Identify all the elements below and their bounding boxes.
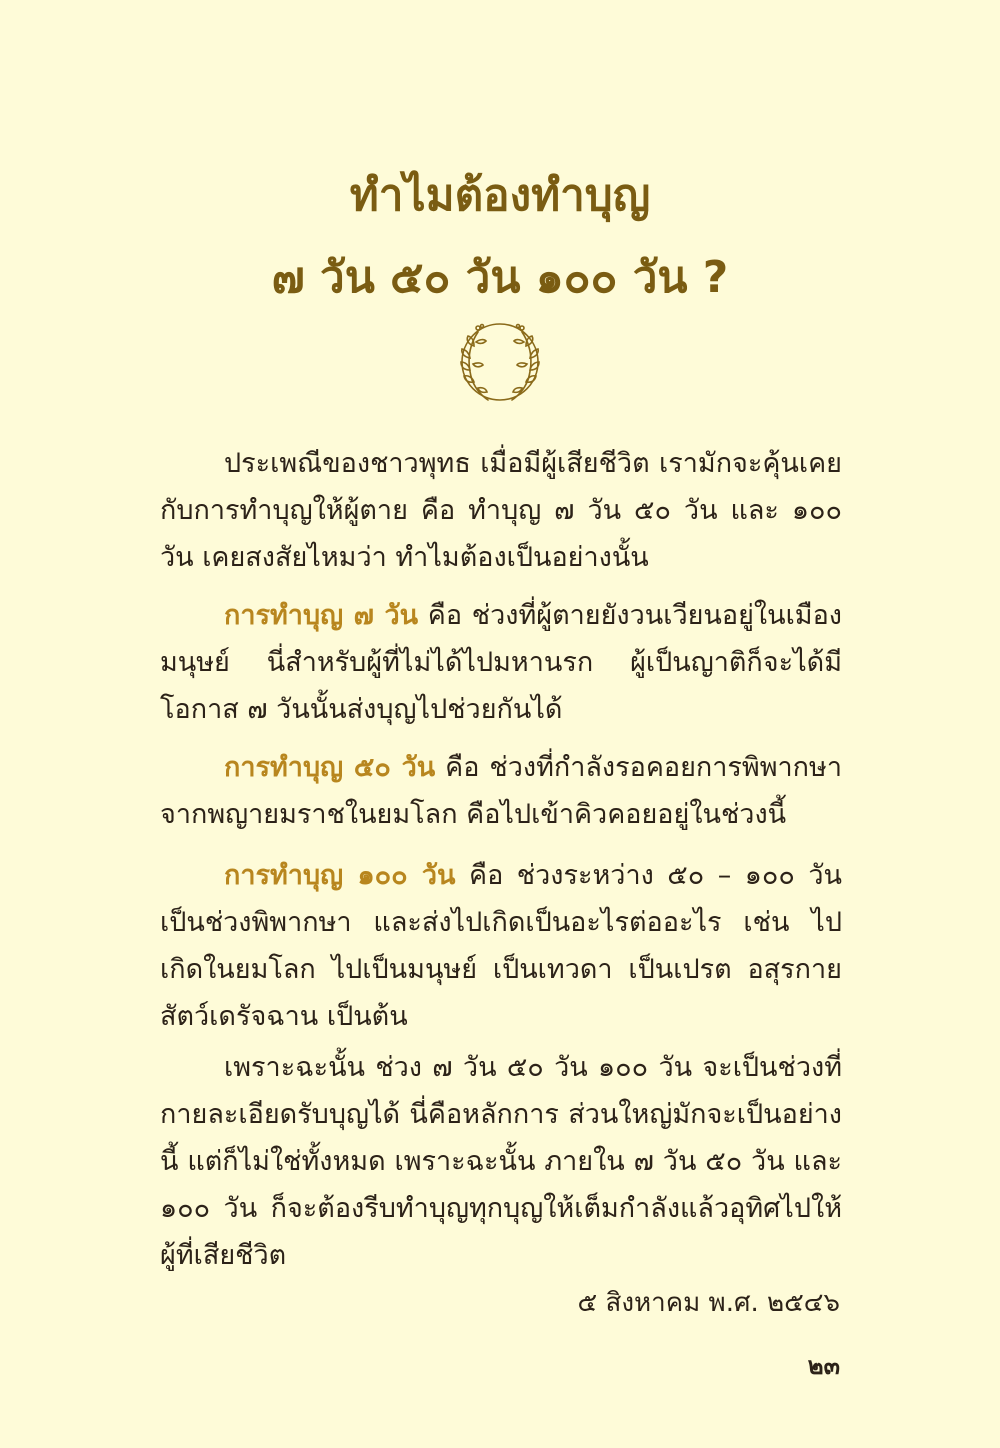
paragraph-50-days-lead: การทำบุญ ๕๐ วัน	[224, 752, 436, 783]
paragraph-conclusion-text: เพราะฉะนั้น ช่วง ๗ วัน ๕๐ วัน ๑๐๐ วัน จะเป็นช่วงที่กายละเอียดรับบุญได้ นี่คือหลักการ ส่วนใหญ่มักจะเป็นอย่างนี้ แต่ก็ไม่ใช่ทั้งหมด เพราะฉะนั้น ภายใน ๗ วัน ๕๐ วัน และ ๑๐๐ วัน ก็จะต้องรีบทำบุญทุกบุญให้เต็มกำลังแล้วอุทิศไปให้ผู้ที่เสียชีวิต	[160, 1052, 842, 1271]
paragraph-7-days	[160, 592, 842, 733]
page-number: ๒๓	[807, 1352, 840, 1380]
paragraph-intro	[160, 440, 842, 581]
title-line-1: ทำไมต้องทำบุญ	[349, 170, 651, 221]
paragraph-100-days-text: คือ ช่วงระหว่าง ๕๐ – ๑๐๐ วัน เป็นช่วงพิพากษา และส่งไปเกิดเป็นอะไรต่ออะไร เช่น ไปเกิดในยมโลก ไปเป็นมนุษย์ เป็นเทวดา เป็นเปรต อสุรกาย สัตว์เดรัจฉาน เป็นต้น	[160, 860, 842, 1032]
floral-wreath-icon	[448, 308, 552, 412]
paragraph-7-days-lead: การทำบุญ ๗ วัน	[224, 600, 419, 631]
paragraph-50-days-text: คือ ช่วงที่กำลังรอคอยการพิพากษาจากพญายมราชในยมโลก คือไปเข้าคิวคอยอยู่ในช่วงนี้	[160, 752, 842, 830]
paragraph-100-days	[160, 852, 842, 1040]
paragraph-conclusion	[160, 1044, 842, 1279]
paragraph-7-days-text: คือ ช่วงที่ผู้ตายยังวนเวียนอยู่ในเมืองมนุษย์ นี่สำหรับผู้ที่ไม่ได้ไปมหานรก ผู้เป็นญาติก็จะได้มีโอกาส ๗ วันนั้นส่งบุญไปช่วยกันได้	[160, 600, 842, 725]
title-line-2: ๗ วัน ๕๐ วัน ๑๐๐ วัน ?	[271, 252, 729, 303]
date-line: ๕ สิงหาคม พ.ศ. ๒๕๔๖	[577, 1288, 840, 1318]
paragraph-100-days-lead: การทำบุญ ๑๐๐ วัน	[224, 860, 456, 891]
paragraph-50-days	[160, 744, 842, 838]
paragraph-intro-text: ประเพณีของชาวพุทธ เมื่อมีผู้เสียชีวิต เรามักจะคุ้นเคยกับการทำบุญให้ผู้ตาย คือ ทำบุญ ๗ วัน ๕๐ วัน และ ๑๐๐ วัน เคยสงสัยไหมว่า ทำไมต้องเป็นอย่างนั้น	[160, 448, 842, 573]
